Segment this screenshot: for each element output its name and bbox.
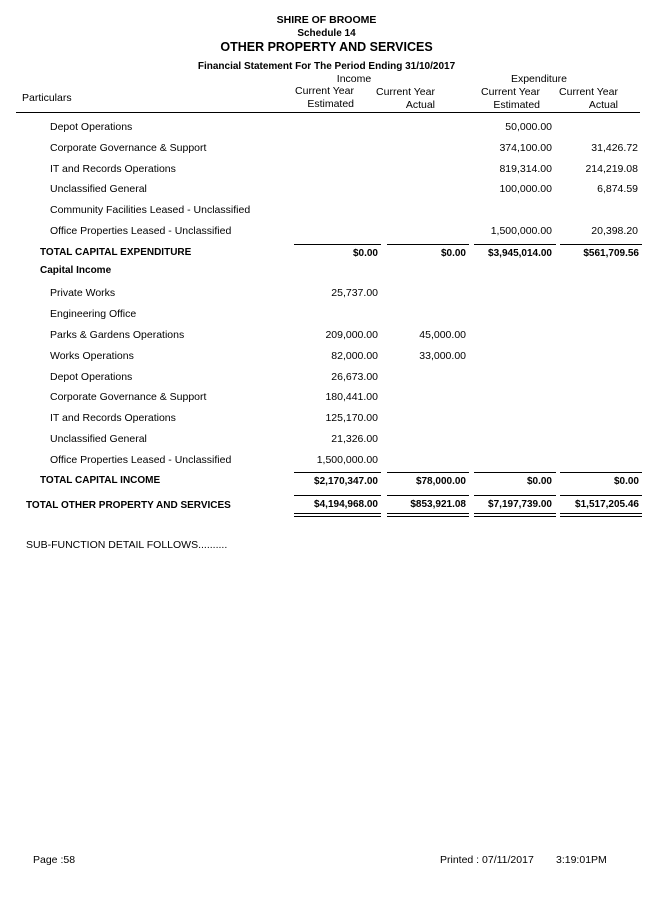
printed-time: 3:19:01PM: [556, 854, 607, 866]
double-underline: [294, 513, 381, 514]
income-actual-value: 33,000.00: [419, 350, 466, 362]
income-estimated-value: 82,000.00: [331, 350, 378, 362]
total-rule: [294, 244, 381, 245]
report-title: OTHER PROPERTY AND SERVICES: [220, 40, 433, 54]
expenditure-estimated-header-line2: Estimated: [493, 99, 540, 111]
income-estimated-value: 180,441.00: [325, 391, 378, 403]
income-estimated-value: 26,673.00: [331, 371, 378, 383]
expenditure-estimated-value: 50,000.00: [505, 121, 552, 133]
income-estimated-value: 21,326.00: [331, 433, 378, 445]
row-label: Office Properties Leased - Unclassified: [50, 454, 232, 466]
income-estimated-header: [282, 85, 354, 111]
total-rule: [294, 472, 381, 473]
expenditure-actual-total: $1,517,205.46: [575, 499, 639, 510]
total-rule: [474, 244, 556, 245]
total-rule: [474, 472, 556, 473]
total-rule: [294, 495, 381, 496]
double-underline: [474, 513, 556, 514]
organisation-name: SHIRE OF BROOME: [276, 14, 377, 26]
expenditure-estimated-header: [466, 86, 540, 112]
report-subtitle: Financial Statement For The Period Ending 31/10/2017: [197, 61, 456, 72]
row-label: Depot Operations: [50, 121, 133, 133]
total-rule: [560, 495, 642, 496]
row-label: Unclassified General: [50, 433, 147, 445]
income-estimated-header-line1: Current Year: [295, 85, 354, 97]
income-actual-header: [360, 86, 435, 112]
double-underline: [387, 516, 469, 517]
income-estimated-total: $4,194,968.00: [314, 499, 378, 510]
row-label: Corporate Governance & Support: [50, 391, 207, 403]
expenditure-actual-total: $561,709.56: [583, 248, 639, 259]
double-underline: [560, 513, 642, 514]
income-actual-total: $853,921.08: [410, 499, 466, 510]
expenditure-estimated-value: 1,500,000.00: [490, 225, 552, 237]
income-actual-header-line2: Actual: [405, 99, 435, 111]
income-estimated-value: 25,737.00: [331, 287, 378, 299]
expenditure-estimated-value: 819,314.00: [499, 163, 552, 175]
row-label: Corporate Governance & Support: [50, 142, 207, 154]
income-estimated-value: 1,500,000.00: [316, 454, 378, 466]
income-estimated-value: 209,000.00: [325, 329, 378, 341]
expenditure-estimated-total: $3,945,014.00: [488, 248, 552, 259]
expenditure-actual-header-line1: Current Year: [559, 86, 618, 98]
income-actual-header-line1: Current Year: [376, 86, 435, 98]
row-label: Engineering Office: [50, 308, 137, 320]
expenditure-actual-value: 31,426.72: [591, 142, 638, 154]
row-label: Private Works: [50, 287, 116, 299]
expenditure-estimated-total: $0.00: [526, 476, 552, 487]
row-label: TOTAL CAPITAL EXPENDITURE: [40, 247, 192, 258]
printed-date: Printed : 07/11/2017: [440, 854, 534, 866]
income-header: Income: [336, 73, 372, 85]
expenditure-estimated-header-line1: Current Year: [481, 86, 540, 98]
row-label: TOTAL OTHER PROPERTY AND SERVICES: [26, 500, 231, 511]
expenditure-actual-header-line2: Actual: [588, 99, 618, 111]
double-underline: [560, 516, 642, 517]
total-rule: [387, 472, 469, 473]
expenditure-estimated-total: $7,197,739.00: [488, 499, 552, 510]
capital-income-heading: Capital Income: [40, 265, 112, 276]
row-label: Unclassified General: [50, 183, 147, 195]
expenditure-actual-value: 214,219.08: [585, 163, 638, 175]
income-actual-total: $0.00: [440, 248, 466, 259]
income-estimated-value: 125,170.00: [325, 412, 378, 424]
double-underline: [387, 513, 469, 514]
row-label: Community Facilities Leased - Unclassified: [50, 204, 251, 216]
expenditure-actual-total: $0.00: [613, 476, 639, 487]
header-rule: [16, 112, 640, 113]
income-actual-value: 45,000.00: [419, 329, 466, 341]
expenditure-estimated-value: 374,100.00: [499, 142, 552, 154]
total-rule: [474, 495, 556, 496]
double-underline: [474, 516, 556, 517]
row-label: Parks & Gardens Operations: [50, 329, 185, 341]
total-rule: [560, 244, 642, 245]
expenditure-actual-value: 6,874.59: [597, 183, 638, 195]
expenditure-estimated-value: 100,000.00: [499, 183, 552, 195]
income-estimated-total: $2,170,347.00: [314, 476, 378, 487]
income-estimated-header-line2: Estimated: [307, 98, 354, 110]
row-label: IT and Records Operations: [50, 163, 176, 175]
income-estimated-total: $0.00: [352, 248, 378, 259]
page-number: Page :58: [33, 854, 76, 866]
expenditure-actual-value: 20,398.20: [591, 225, 638, 237]
row-label: Works Operations: [50, 350, 134, 362]
schedule-label: Schedule 14: [297, 28, 356, 39]
row-label: IT and Records Operations: [50, 412, 176, 424]
sub-function-note: SUB-FUNCTION DETAIL FOLLOWS..........: [26, 539, 228, 551]
total-rule: [387, 244, 469, 245]
expenditure-header: Expenditure: [510, 73, 568, 85]
row-label: TOTAL CAPITAL INCOME: [40, 475, 161, 486]
total-rule: [560, 472, 642, 473]
expenditure-actual-header: [543, 86, 618, 112]
total-rule: [387, 495, 469, 496]
particulars-header: Particulars: [22, 92, 72, 104]
row-label: Office Properties Leased - Unclassified: [50, 225, 232, 237]
double-underline: [294, 516, 381, 517]
row-label: Depot Operations: [50, 371, 133, 383]
income-actual-total: $78,000.00: [415, 476, 466, 487]
